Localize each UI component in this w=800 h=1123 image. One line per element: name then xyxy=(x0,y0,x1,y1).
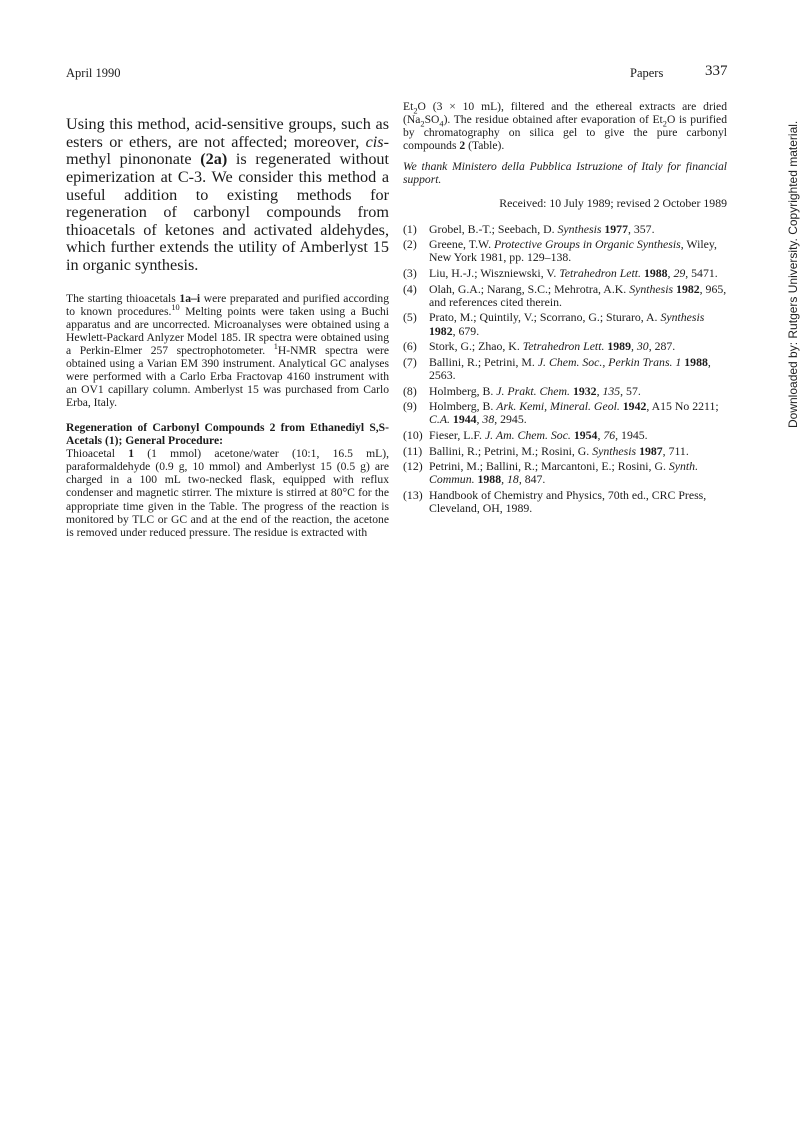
received-date: Received: 10 July 1989; revised 2 October 1989 xyxy=(499,195,727,210)
reference-item: (2) Greene, T.W. Protective Groups in Organic Synthesis, Wiley, New York 1981, pp. 129–138. xyxy=(403,237,717,265)
procedure-continuation: $Et_2O$ (3 × 10 mL), filtered and the ethereal extracts are dried $(Na_2SO_4)$. The residue obtained after evaporation of $Et_2O$ is purified by chromatography on silica gel to give the pure carbonyl compounds 2 (Table). xyxy=(403,100,727,153)
reference-item: (10) Fieser, L.F. J. Am. Chem. Soc. 1954, 76, 1945. xyxy=(403,427,648,442)
reference-item: (13) Handbook of Chemistry and Physics, 70th ed., CRC Press, Cleveland, OH, 1989. xyxy=(403,487,707,516)
intro-paragraph: Using this method, acid-sensitive groups, such as esters or ethers, are not affected; moreover, cis-methyl pinononate (2a) is regenerated without epimerization at C-3. We consider this method a useful addition to existing methods for regeneration of carbonyl compounds from thioacetals of ketones and activated aldehydes, which further extends the utility of Amberlyst 15 in organic synthesis. xyxy=(66,115,390,274)
procedure-heading: Regeneration of Carbonyl Compounds 2 from Ethanediyl S,S-Acetals (1); General Procedure: xyxy=(66,420,389,448)
reference-item: (5) Prato, M.; Quintily, V.; Scorrano, G.; Sturaro, A. Synthesis 1982, 679. xyxy=(403,310,705,338)
left-column xyxy=(66,100,389,550)
references-list xyxy=(403,223,727,516)
page-number: 337 xyxy=(705,63,728,79)
reference-item: (8) Holmberg, B. J. Prakt. Chem. 1932, 135, 57. xyxy=(403,383,641,398)
procedure-paragraph: Regeneration of Carbonyl Compounds 2 from Ethanediyl S,S-Acetals (1); General Procedure: Thioacetal 1 (1 mmol) acetone/water (10:1, 16.5 mL), paraformaldehyde (0.9 g, 10 mmol) and Amberlyst 15 (0.5 g) are charged in a 100 mL two-necked flask, equipped with reflux condenser and magnetic stirrer. The mixture is stirred at 80°C for the appropriate time given in the Table. The progress of the reaction is monitored by TLC or GC and at the end of the reaction, the acetone is removed under reduced pressure. The residue is extracted with xyxy=(66,420,390,539)
download-watermark: Downloaded by: Rutgers University. Copyrighted material. xyxy=(786,120,800,428)
reference-item: (11) Ballini, R.; Petrini, M.; Rosini, G. Synthesis 1987, 711. xyxy=(403,443,689,458)
experimental-paragraph: The starting thioacetals 1a–i were preparated and purified according to known procedures.$^{10}$ Melting points were taken using a Buchi apparatus and are uncorrected. Microanalyses were obtained using a Hewlett-Packard Anlyzer Model 185. IR spectra were obtained using a Perkin-Elmer 257 spectrophotometer. $^1$H-NMR spectra were obtained using a Varian EM 390 instrument. Analytical GC analyses were performed with a Carlo Erba Fractovap 4160 instrument with an OV1 capillary column. Amberlyst 15 was purchased from Carlo Erba, Italy. xyxy=(66,291,390,410)
reference-item: (6) Stork, G.; Zhao, K. Tetrahedron Lett. 1989, 30, 287. xyxy=(403,339,676,354)
reference-item: (12) Petrini, M.; Ballini, R.; Marcantoni, E.; Rosini, G. Synth. Commun. 1988, 18, 847. xyxy=(403,459,699,487)
reference-item: (7) Ballini, R.; Petrini, M. J. Chem. Soc., Perkin Trans. 1 1988, 2563. xyxy=(403,354,711,382)
acknowledgement: We thank Ministero della Pubblica Istruzione of Italy for financial support. xyxy=(403,160,727,187)
reference-item: (4) Olah, G.A.; Narang, S.C.; Mehrotra, A.K. Synthesis 1982, 965, and references cited therein. xyxy=(403,281,727,309)
running-header-section: Papers xyxy=(630,66,664,80)
reference-item: (3) Liu, H.-J.; Wiszniewski, V. Tetrahedron Lett. 1988, 29, 5471. xyxy=(403,265,718,280)
reference-item: (1) Grobel, B.-T.; Seebach, D. Synthesis 1977, 357. xyxy=(403,221,655,236)
reference-item: (9) Holmberg, B. Ark. Kemi, Mineral. Geol. 1942, A15 No 2211; C.A. 1944, 38, 2945. xyxy=(403,399,719,427)
right-column xyxy=(403,100,727,518)
running-header-date: April 1990 xyxy=(66,66,121,80)
